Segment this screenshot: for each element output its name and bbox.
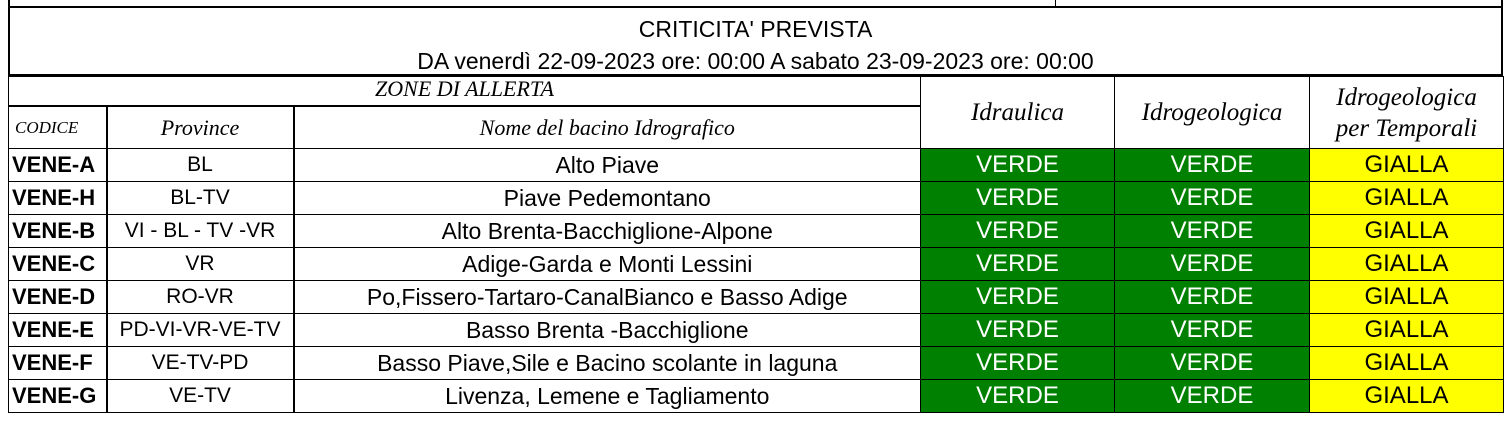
zone-province: VE-TV-PD xyxy=(107,347,294,380)
zone-code: VENE-G xyxy=(9,380,107,413)
zone-province: VE-TV xyxy=(107,380,294,413)
idraulica-level: VERDE xyxy=(921,149,1115,182)
idraulica-level: VERDE xyxy=(921,347,1115,380)
idraulica-level: VERDE xyxy=(921,281,1115,314)
idrogeologica-level: VERDE xyxy=(1115,149,1310,182)
table-row xyxy=(9,215,1504,248)
zone-code: VENE-C xyxy=(9,248,107,281)
code-header: CODICE xyxy=(9,106,107,149)
zone-basin-name: Basso Brenta -Bacchiglione xyxy=(294,314,921,347)
idraulica-level: VERDE xyxy=(921,215,1115,248)
temporali-level: GIALLA xyxy=(1310,248,1504,281)
temporali-level: GIALLA xyxy=(1310,281,1504,314)
zone-code: VENE-F xyxy=(9,347,107,380)
zone-basin-name: Livenza, Lemene e Tagliamento xyxy=(294,380,921,413)
zone-province: VR xyxy=(107,248,294,281)
zone-code: VENE-D xyxy=(9,281,107,314)
temporali-header-line1: Idrogeologica xyxy=(1336,83,1477,111)
zone-code: VENE-H xyxy=(9,182,107,215)
idrogeologica-level: VERDE xyxy=(1115,347,1310,380)
table-row xyxy=(9,281,1504,314)
temporali-level: GIALLA xyxy=(1310,182,1504,215)
zone-basin-name: Po,Fissero-Tartaro-CanalBianco e Basso Adige xyxy=(294,281,921,314)
zone-province: BL xyxy=(107,149,294,182)
table-row xyxy=(9,380,1504,413)
idrogeologica-level: VERDE xyxy=(1115,380,1310,413)
report-header xyxy=(8,6,1503,76)
temporali-level: GIALLA xyxy=(1310,314,1504,347)
temporali-header-line2: per Temporali xyxy=(1335,114,1478,142)
idrogeologica-level: VERDE xyxy=(1115,215,1310,248)
idraulica-header: Idraulica xyxy=(921,77,1115,149)
idraulica-level: VERDE xyxy=(921,248,1115,281)
zone-province: RO-VR xyxy=(107,281,294,314)
temporali-level: GIALLA xyxy=(1310,215,1504,248)
temporali-header xyxy=(1310,77,1504,149)
idraulica-level: VERDE xyxy=(921,182,1115,215)
zone-code: VENE-A xyxy=(9,149,107,182)
table-row xyxy=(9,248,1504,281)
table-row xyxy=(9,182,1504,215)
idrogeologica-level: VERDE xyxy=(1115,182,1310,215)
idrogeologica-level: VERDE xyxy=(1115,281,1310,314)
table-row xyxy=(9,314,1504,347)
table-row xyxy=(9,347,1504,380)
idraulica-level: VERDE xyxy=(921,314,1115,347)
zone-basin-name: Alto Piave xyxy=(294,149,921,182)
temporali-level: GIALLA xyxy=(1310,149,1504,182)
table-row xyxy=(9,149,1504,182)
idrogeologica-header: Idrogeologica xyxy=(1115,77,1310,149)
zone-code: VENE-E xyxy=(9,314,107,347)
report-period: DA venerdì 22-09-2023 ore: 00:00 A sabato 23-09-2023 ore: 00:00 xyxy=(417,48,1094,74)
zone-province: VI - BL - TV -VR xyxy=(107,215,294,248)
temporali-level: GIALLA xyxy=(1310,380,1504,413)
alert-zones-table xyxy=(8,76,1504,413)
zone-basin-name: Basso Piave,Sile e Bacino scolante in laguna xyxy=(294,347,921,380)
temporali-level: GIALLA xyxy=(1310,347,1504,380)
report-title: CRITICITA' PREVISTA xyxy=(638,16,873,42)
zone-group-header: ZONE DI ALLERTA xyxy=(9,77,921,107)
zone-basin-name: Alto Brenta-Bacchiglione-Alpone xyxy=(294,215,921,248)
idrogeologica-level: VERDE xyxy=(1115,248,1310,281)
zone-province: PD-VI-VR-VE-TV xyxy=(107,314,294,347)
province-header: Province xyxy=(107,106,294,149)
zone-basin-name: Piave Pedemontano xyxy=(294,182,921,215)
zone-code: VENE-B xyxy=(9,215,107,248)
idraulica-level: VERDE xyxy=(921,380,1115,413)
idrogeologica-level: VERDE xyxy=(1115,314,1310,347)
zone-basin-name: Adige-Garda e Monti Lessini xyxy=(294,248,921,281)
basin-header: Nome del bacino Idrografico xyxy=(294,106,921,149)
zone-province: BL-TV xyxy=(107,182,294,215)
